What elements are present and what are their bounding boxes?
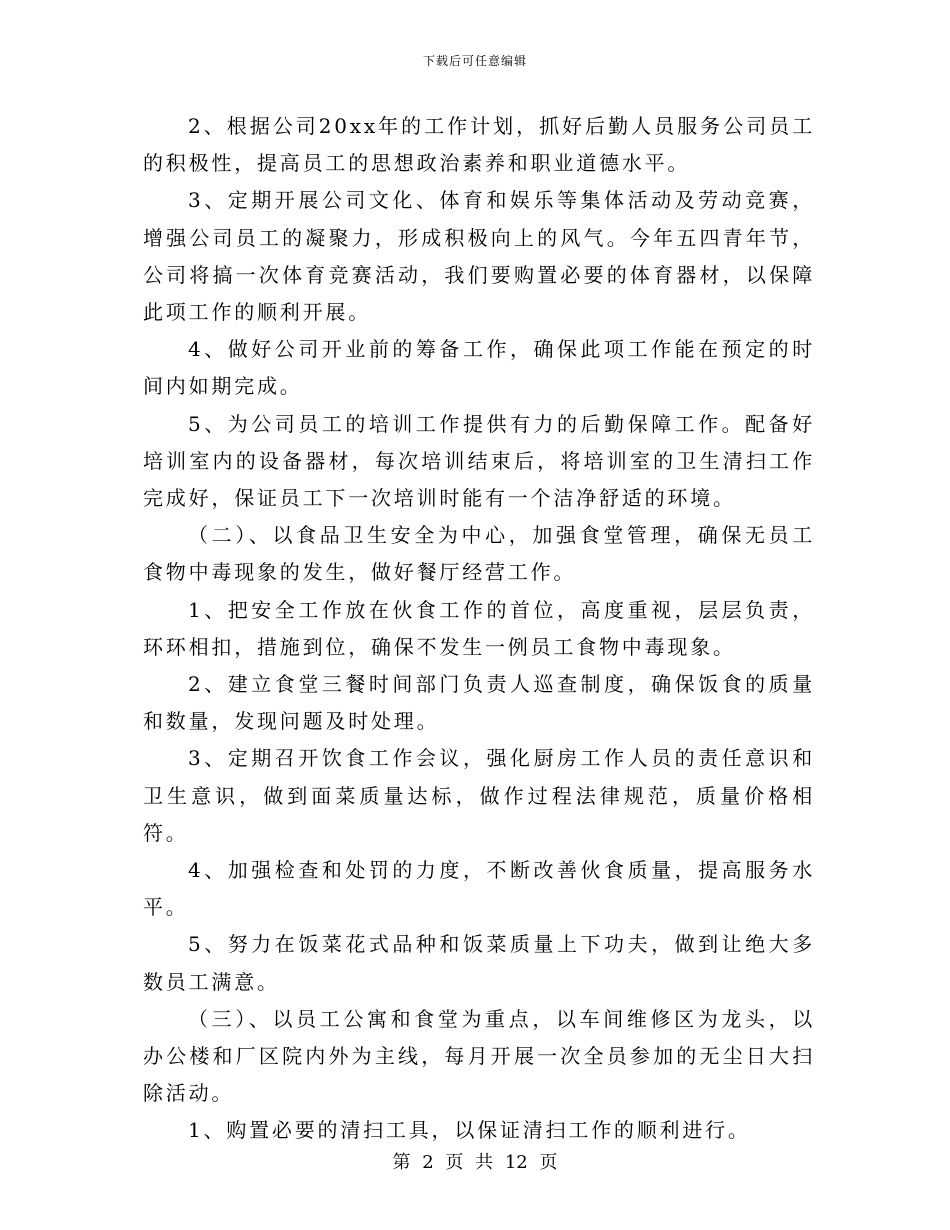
paragraph: 1、购置必要的清扫工具，以保证清扫工作的顺利进行。 bbox=[188, 1118, 751, 1143]
page-number-footer: 第 2 页 共 12 页 bbox=[392, 1152, 558, 1173]
paragraph: 1、把安全工作放在伙食工作的首位，高度重视，层层负责，环环相扣，措施到位，确保不发生一例员工食物中毒现象。 bbox=[143, 597, 815, 659]
section-heading: （二）、以食品卫生安全为中心，加强食堂管理，确保无员工食物中毒现象的发生，做好餐厅经营工作。 bbox=[143, 523, 815, 585]
paragraph: 2、建立食堂三餐时间部门负责人巡查制度，确保饭食的质量和数量，发现问题及时处理。 bbox=[143, 672, 815, 734]
section-heading: （三）、以员工公寓和食堂为重点，以车间维修区为龙头，以办公楼和厂区院内外为主线，每月开展一次全员参加的无尘日大扫除活动。 bbox=[143, 1006, 815, 1106]
paragraph: 5、努力在饭菜花式品种和饭菜质量上下功夫，做到让绝大多数员工满意。 bbox=[143, 932, 815, 994]
paragraph: 3、定期开展公司文化、体育和娱乐等集体活动及劳动竞赛，增强公司员工的凝聚力，形成积极向上的风气。今年五四青年节，公司将搞一次体育竞赛活动，我们要购置必要的体育器材，以保障此项工作的顺利开展。 bbox=[143, 188, 815, 325]
paragraph: 3、定期召开饮食工作会议，强化厨房工作人员的责任意识和卫生意识，做到面菜质量达标，做作过程法律规范，质量价格相符。 bbox=[143, 746, 815, 845]
paragraph: 5、为公司员工的培训工作提供有力的后勤保障工作。配备好培训室内的设备器材，每次培训结束后，将培训室的卫生清扫工作完成好，保证员工下一次培训时能有一个洁净舒适的环境。 bbox=[143, 411, 815, 511]
paragraph: 4、做好公司开业前的筹备工作，确保此项工作能在预定的时间内如期完成。 bbox=[143, 337, 815, 399]
paragraph: 4、加强检查和处罚的力度，不断改善伙食质量，提高服务水平。 bbox=[143, 858, 815, 920]
document-body bbox=[143, 108, 815, 1150]
page-header: 下载后可任意编辑 bbox=[422, 54, 527, 68]
paragraph: 2、根据公司20xx年的工作计划，抓好后勤人员服务公司员工的积极性，提高员工的思想政治素养和职业道德水平。 bbox=[143, 114, 815, 176]
